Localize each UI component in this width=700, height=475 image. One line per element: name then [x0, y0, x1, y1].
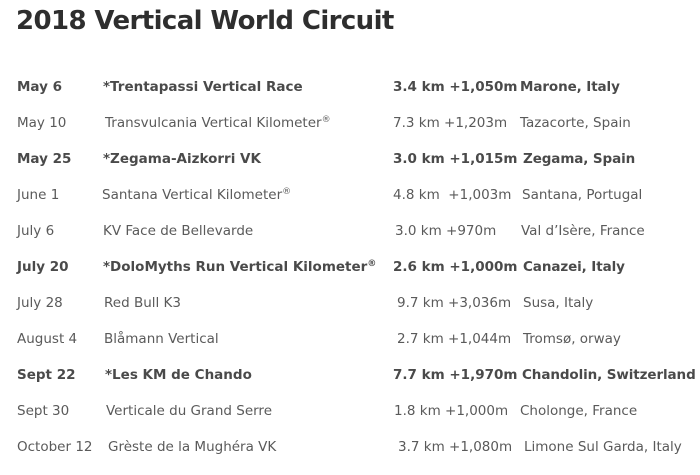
race-distance: 1.8 km +1,000m [394, 403, 509, 419]
race-name-cell [104, 327, 219, 351]
race-name: *Trentapassi Vertical Race [103, 79, 303, 95]
race-row [0, 255, 700, 279]
race-distance: 3.4 km +1,050m [393, 79, 518, 95]
race-name: *Les KM de Chando [105, 367, 252, 383]
race-distance: 3.0 km +970m [395, 223, 497, 239]
race-name: *Zegama-Aizkorri VK [103, 151, 261, 167]
race-distance: 2.6 km +1,000m [393, 259, 518, 275]
race-name: *DoloMyths Run Vertical Kilometer [103, 259, 368, 275]
race-row [0, 75, 700, 99]
race-row [0, 183, 700, 207]
race-name-cell [104, 291, 181, 315]
registered-mark: ® [367, 259, 377, 269]
race-location: Cholonge, France [520, 403, 638, 419]
race-name-cell [103, 147, 261, 171]
race-location: Zegama, Spain [523, 151, 636, 167]
race-distance: 3.0 km +1,015m [393, 151, 518, 167]
race-distance: 2.7 km +1,044m [397, 331, 512, 347]
race-name-cell [108, 435, 276, 459]
race-row [0, 147, 700, 171]
race-date: October 12 [17, 439, 93, 455]
race-date: Sept 22 [17, 367, 76, 383]
race-row [0, 327, 700, 351]
race-name-cell [103, 219, 253, 243]
race-row [0, 291, 700, 315]
race-location: Canazei, Italy [523, 259, 625, 275]
race-date: May 25 [17, 151, 72, 167]
race-name: Grèste de la Mughéra VK [108, 439, 277, 455]
race-name-cell [105, 363, 252, 387]
race-row [0, 219, 700, 243]
race-name-cell [103, 255, 376, 279]
race-distance: 9.7 km +3,036m [397, 295, 512, 311]
race-location: Marone, Italy [520, 79, 620, 95]
race-row [0, 363, 700, 387]
race-date: July 20 [17, 259, 69, 275]
race-location: Val d’Isère, France [521, 223, 645, 239]
race-date: Sept 30 [17, 403, 70, 419]
race-location: Limone Sul Garda, Italy [524, 439, 682, 455]
race-name-cell [106, 399, 272, 423]
race-location: Susa, Italy [523, 295, 594, 311]
page-title: 2018 Vertical World Circuit [16, 6, 394, 36]
race-location: Tazacorte, Spain [520, 115, 631, 131]
race-row [0, 399, 700, 423]
race-row [0, 435, 700, 459]
race-name: Red Bull K3 [104, 295, 181, 311]
race-distance: 7.7 km +1,970m [393, 367, 518, 383]
race-date: August 4 [17, 331, 78, 347]
race-distance: 4.8 km +1,003m [393, 187, 512, 203]
race-location: Tromsø, orway [523, 331, 621, 347]
race-name: Santana Vertical Kilometer [102, 187, 283, 203]
race-name: Blåmann Vertical [104, 331, 219, 347]
race-name: KV Face de Bellevarde [103, 223, 254, 239]
race-distance: 3.7 km +1,080m [398, 439, 513, 455]
race-name: Verticale du Grand Serre [106, 403, 272, 419]
race-date: May 6 [17, 79, 63, 95]
race-name: Transvulcania Vertical Kilometer [105, 115, 322, 131]
race-date: July 6 [17, 223, 55, 239]
race-location: Chandolin, Switzerland [522, 367, 696, 383]
race-location: Santana, Portugal [522, 187, 643, 203]
race-name-cell [102, 183, 291, 207]
race-distance: 7.3 km +1,203m [393, 115, 508, 131]
race-date: July 28 [17, 295, 63, 311]
race-row [0, 111, 700, 135]
race-date: May 10 [17, 115, 67, 131]
race-name-cell [103, 75, 303, 99]
registered-mark: ® [321, 115, 331, 125]
race-date: June 1 [17, 187, 60, 203]
registered-mark: ® [282, 187, 292, 197]
race-name-cell [105, 111, 331, 135]
